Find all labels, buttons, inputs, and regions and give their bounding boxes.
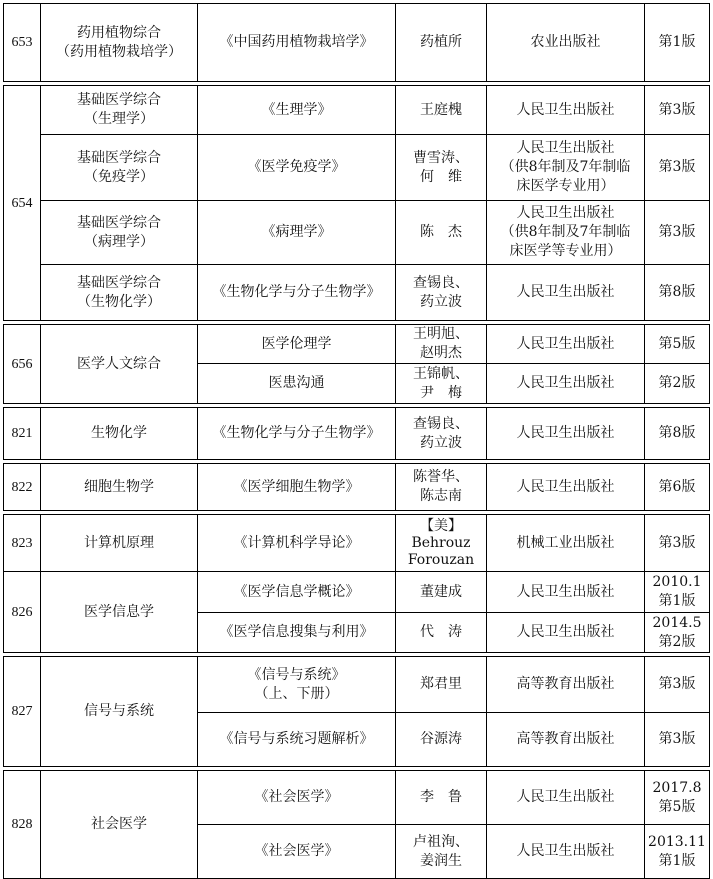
reading-list-table — [3, 3, 710, 879]
subject-code-cell: 656 — [4, 325, 41, 404]
subject-code-cell: 653 — [4, 4, 41, 82]
textbook-title-cell: 《中国药用植物栽培学》 — [198, 4, 396, 82]
subject-name-cell: 基础医学综合 （病理学） — [41, 201, 198, 265]
publisher-cell: 人民卫生出版社 — [487, 464, 645, 511]
textbook-title-cell: 《病理学》 — [198, 201, 396, 265]
subject-code-cell: 828 — [4, 771, 41, 879]
textbook-title-cell: 《社会医学》 — [198, 825, 396, 879]
author-cell: 代 涛 — [396, 613, 487, 653]
textbook-title-cell: 《生物化学与分子生物学》 — [198, 265, 396, 321]
edition-cell: 第8版 — [645, 265, 710, 321]
author-cell: 曹雪涛、 何 维 — [396, 135, 487, 201]
subject-name-cell: 生物化学 — [41, 408, 198, 460]
textbook-title-cell: 《医学信息学概论》 — [198, 572, 396, 613]
subject-name-cell: 社会医学 — [41, 771, 198, 879]
subject-name-cell: 药用植物综合 （药用植物栽培学） — [41, 4, 198, 82]
edition-cell: 第3版 — [645, 86, 710, 135]
subject-code-cell: 654 — [4, 86, 41, 321]
publisher-cell: 高等教育出版社 — [487, 713, 645, 767]
publisher-cell: 人民卫生出版社 — [487, 613, 645, 653]
table-row — [4, 464, 710, 511]
subject-name-cell: 细胞生物学 — [41, 464, 198, 511]
textbook-title-cell: 《信号与系统习题解析》 — [198, 713, 396, 767]
edition-cell: 第3版 — [645, 515, 710, 572]
table-row — [4, 86, 710, 135]
edition-cell: 2013.11 第1版 — [645, 825, 710, 879]
publisher-cell: 机械工业出版社 — [487, 515, 645, 572]
table-row — [4, 265, 710, 321]
publisher-cell: 人民卫生出版社 — [487, 364, 645, 404]
subject-code-cell: 826 — [4, 572, 41, 653]
subject-name-cell: 信号与系统 — [41, 657, 198, 767]
table-row — [4, 325, 710, 364]
subject-name-cell: 基础医学综合 （生物化学） — [41, 265, 198, 321]
edition-cell: 第5版 — [645, 325, 710, 364]
subject-code-cell: 823 — [4, 515, 41, 572]
author-cell: 【美】 Behrouz Forouzan — [396, 515, 487, 572]
subject-name-cell: 计算机原理 — [41, 515, 198, 572]
subject-code-cell: 827 — [4, 657, 41, 767]
edition-cell: 2014.5 第2版 — [645, 613, 710, 653]
edition-cell: 2017.8 第5版 — [645, 771, 710, 825]
table-row — [4, 4, 710, 82]
reading-list-table-container — [3, 3, 710, 879]
textbook-title-cell: 《医学信息搜集与利用》 — [198, 613, 396, 653]
author-cell: 陈 杰 — [396, 201, 487, 265]
author-cell: 郑君里 — [396, 657, 487, 713]
author-cell: 董建成 — [396, 572, 487, 613]
publisher-cell: 人民卫生出版社 — [487, 325, 645, 364]
textbook-title-cell: 《医学免疫学》 — [198, 135, 396, 201]
edition-cell: 第3版 — [645, 135, 710, 201]
table-row — [4, 408, 710, 460]
table-row — [4, 572, 710, 613]
publisher-cell: 农业出版社 — [487, 4, 645, 82]
table-row — [4, 771, 710, 825]
publisher-cell: 人民卫生出版社 — [487, 408, 645, 460]
textbook-title-cell: 《医学细胞生物学》 — [198, 464, 396, 511]
subject-code-cell: 821 — [4, 408, 41, 460]
subject-name-cell: 基础医学综合 （免疫学） — [41, 135, 198, 201]
publisher-cell: 人民卫生出版社 （供8年制及7年制临 床医学专业用） — [487, 135, 645, 201]
publisher-cell: 人民卫生出版社 — [487, 572, 645, 613]
textbook-title-cell: 医学伦理学 — [198, 325, 396, 364]
subject-name-cell: 医学人文综合 — [41, 325, 198, 404]
table-row — [4, 135, 710, 201]
table-row — [4, 515, 710, 572]
table-row — [4, 657, 710, 713]
subject-name-cell: 基础医学综合 （生理学） — [41, 86, 198, 135]
textbook-title-cell: 医患沟通 — [198, 364, 396, 404]
edition-cell: 第3版 — [645, 713, 710, 767]
author-cell: 查锡良、 药立波 — [396, 408, 487, 460]
edition-cell: 2010.1 第1版 — [645, 572, 710, 613]
edition-cell: 第1版 — [645, 4, 710, 82]
textbook-title-cell: 《社会医学》 — [198, 771, 396, 825]
edition-cell: 第6版 — [645, 464, 710, 511]
author-cell: 谷源涛 — [396, 713, 487, 767]
author-cell: 药植所 — [396, 4, 487, 82]
edition-cell: 第3版 — [645, 657, 710, 713]
edition-cell: 第3版 — [645, 201, 710, 265]
author-cell: 查锡良、 药立波 — [396, 265, 487, 321]
edition-cell: 第8版 — [645, 408, 710, 460]
textbook-title-cell: 《生物化学与分子生物学》 — [198, 408, 396, 460]
publisher-cell: 人民卫生出版社 （供8年制及7年制临 床医学等专业用） — [487, 201, 645, 265]
author-cell: 王庭槐 — [396, 86, 487, 135]
textbook-title-cell: 《生理学》 — [198, 86, 396, 135]
publisher-cell: 人民卫生出版社 — [487, 265, 645, 321]
edition-cell: 第2版 — [645, 364, 710, 404]
author-cell: 陈誉华、 陈志南 — [396, 464, 487, 511]
publisher-cell: 人民卫生出版社 — [487, 825, 645, 879]
table-row — [4, 201, 710, 265]
author-cell: 李 鲁 — [396, 771, 487, 825]
subject-code-cell: 822 — [4, 464, 41, 511]
subject-name-cell: 医学信息学 — [41, 572, 198, 653]
publisher-cell: 高等教育出版社 — [487, 657, 645, 713]
textbook-title-cell: 《计算机科学导论》 — [198, 515, 396, 572]
textbook-title-cell: 《信号与系统》 （上、下册） — [198, 657, 396, 713]
author-cell: 王明旭、 赵明杰 — [396, 325, 487, 364]
author-cell: 王锦帆、 尹 梅 — [396, 364, 487, 404]
publisher-cell: 人民卫生出版社 — [487, 86, 645, 135]
author-cell: 卢祖洵、 姜润生 — [396, 825, 487, 879]
publisher-cell: 人民卫生出版社 — [487, 771, 645, 825]
